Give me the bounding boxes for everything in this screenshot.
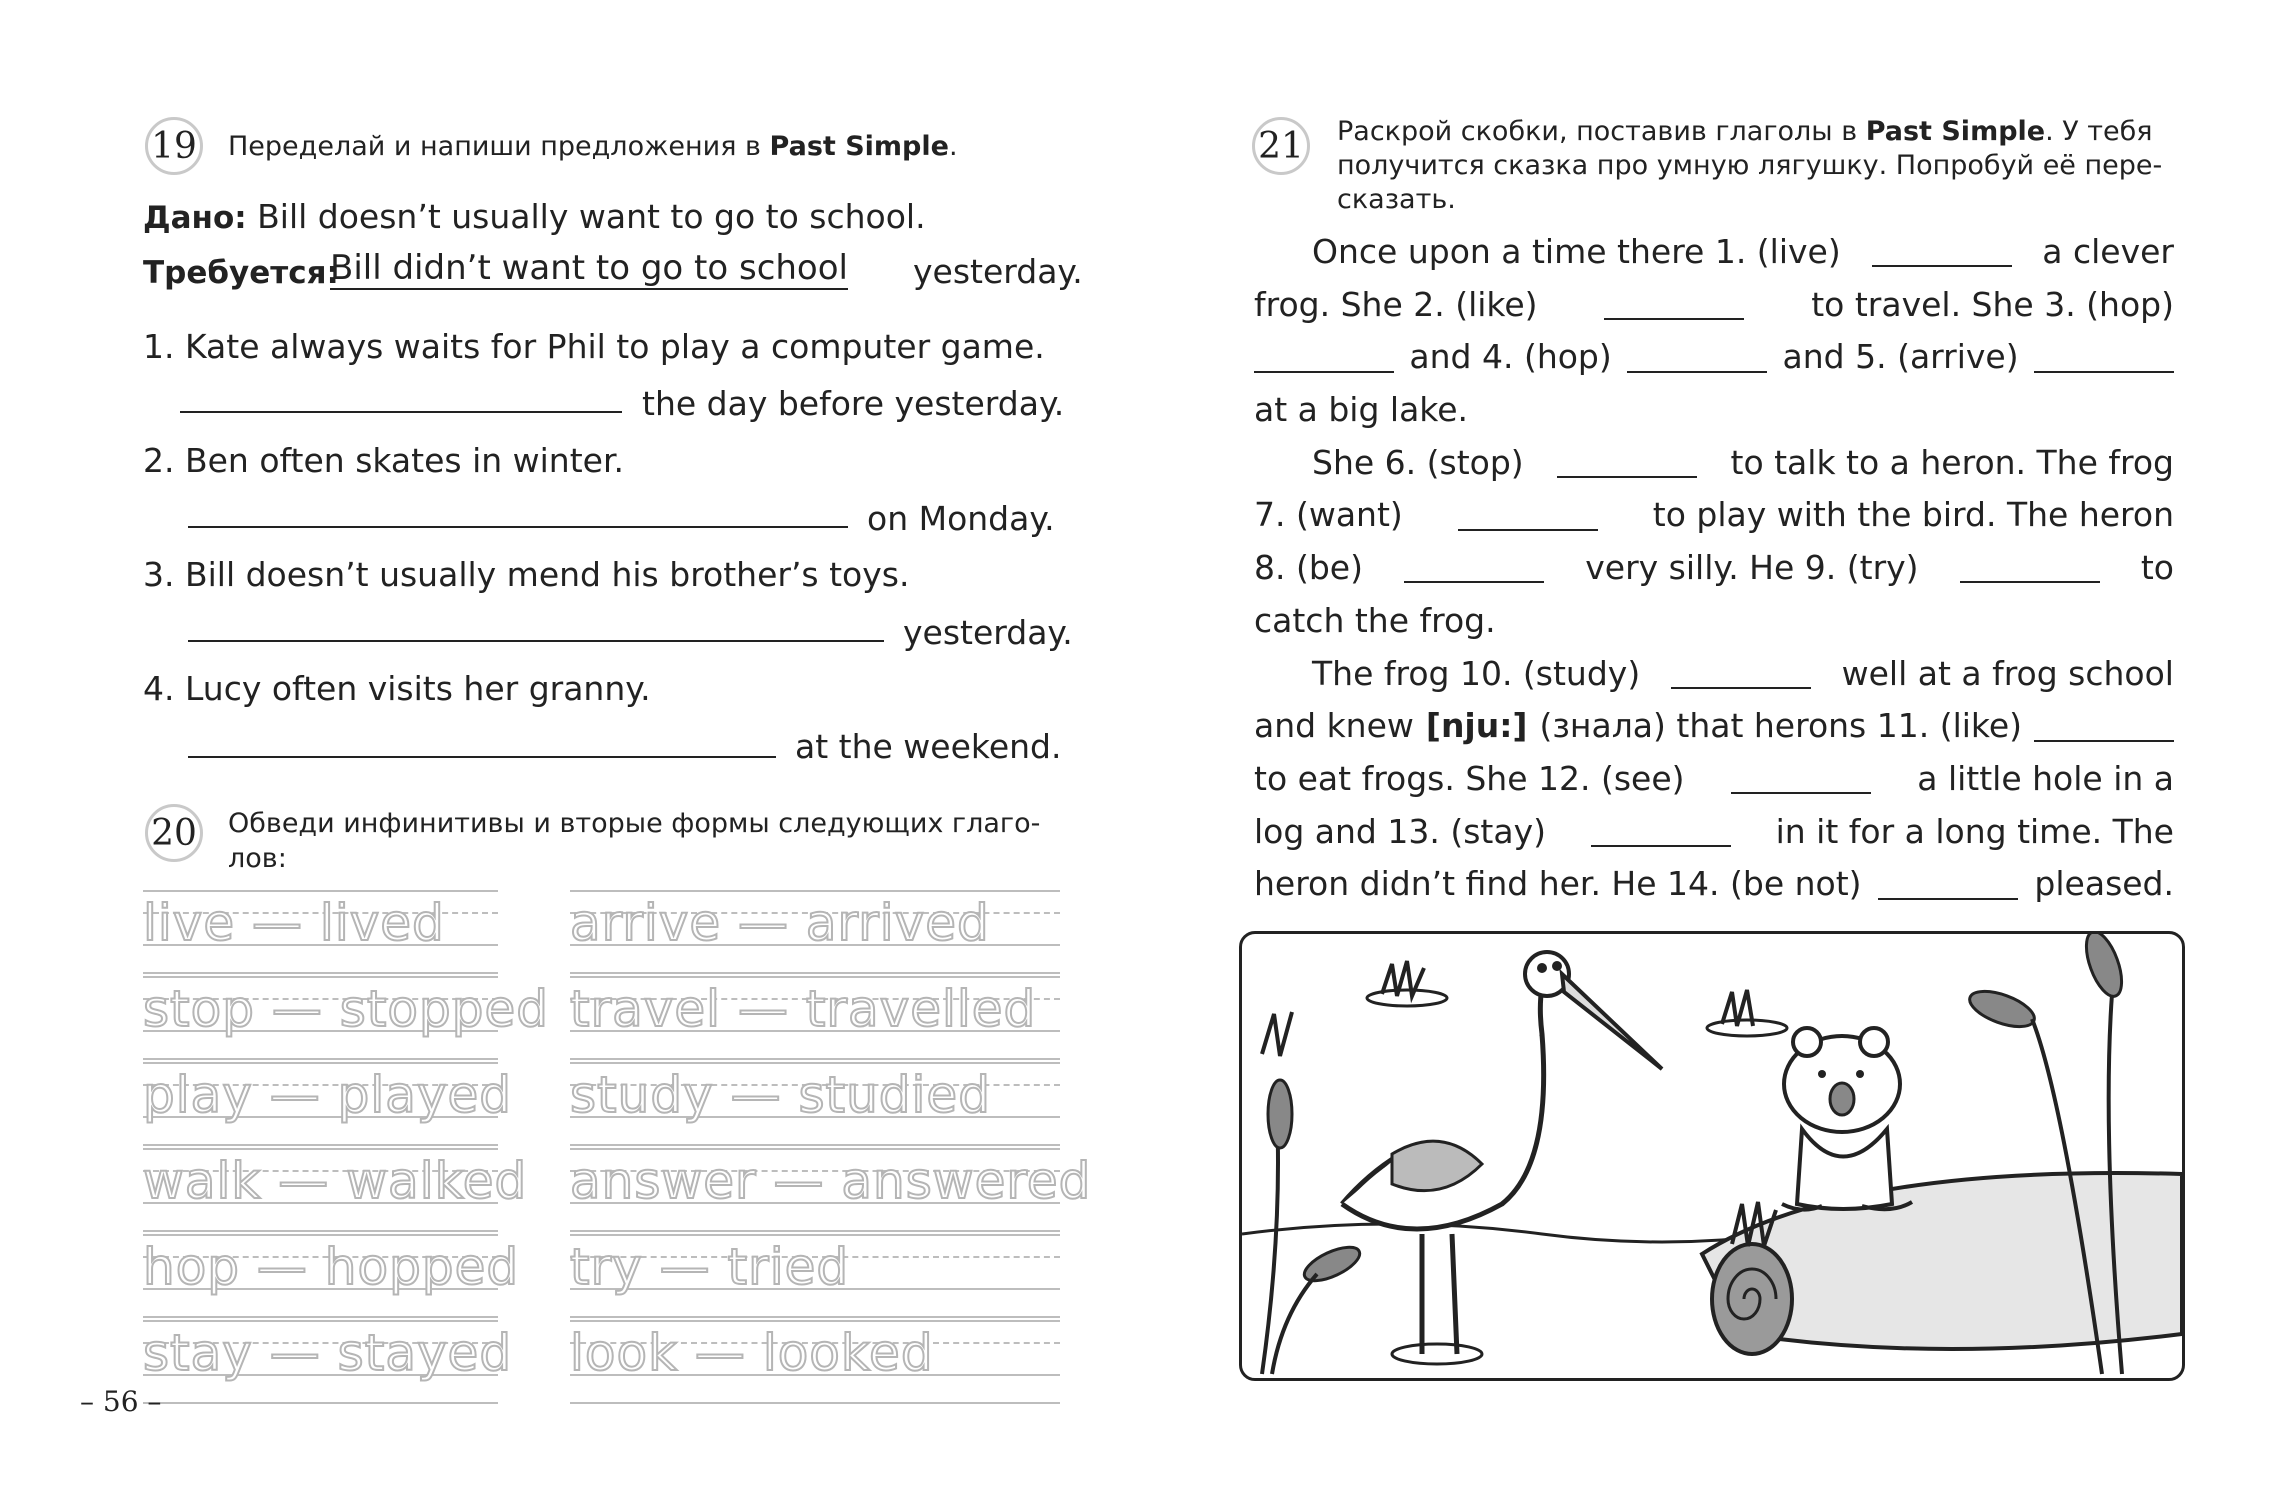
trace-word: study — studied [570,1066,991,1124]
story-line: log and 13. (stay) in it for a long time. The [1254,811,2174,851]
story-line: heron didn’t find her. He 14. (be not) pleased. [1254,864,2174,904]
instruction-line-2: лов: [228,843,287,874]
story-line: She 6. (stop) to talk to a heron. The frog [1312,442,2174,482]
exercise-21-number: 21 [1252,117,1310,175]
blank-10[interactable] [1671,659,1811,689]
trace-row-right-2[interactable] [570,976,1060,1060]
page-number: – 56 – [80,1385,162,1418]
trace-word: live — lived [143,894,445,952]
item-2-answer-line[interactable] [188,526,848,528]
item-1-suffix: the day before yesterday. [642,384,1065,423]
trace-row-right-1[interactable] [570,890,1060,974]
heron-frog-illustration [1239,931,2185,1381]
trace-row-left-2[interactable] [143,976,549,1060]
story-line: and knew [nju:] (знала) that herons 11. (like) [1254,700,2174,753]
instruction-suffix: . [948,131,958,162]
instruction-suffix: . У тебя [2045,116,2153,147]
blank-4[interactable] [1627,343,1767,373]
blank-7[interactable] [1458,501,1598,531]
required-suffix: yesterday. [913,252,1083,291]
item-3-text: 3. Bill doesn’t usually mend his brother’s toys. [143,555,910,594]
story-line: to eat frogs. She 12. (see) a little hole in a [1254,758,2174,798]
trace-word: play — played [143,1066,513,1124]
item-4-suffix: at the weekend. [795,727,1062,766]
blank-1[interactable] [1872,237,2012,267]
trace-row-left-1[interactable] [143,890,498,974]
trace-row-right-3[interactable] [570,1062,1060,1146]
story-line: and 4. (hop) and 5. (arrive) [1254,331,2174,384]
blank-14[interactable] [1878,870,2018,900]
trace-row-left-5[interactable] [143,1234,520,1318]
exercise-20-number: 20 [145,804,203,862]
trace-word: walk — walked [143,1152,528,1210]
trace-word: arrive — arrived [570,894,990,952]
story-line: catch the frog. [1254,600,1496,640]
item-4-answer-line[interactable] [188,756,776,758]
story-text [1254,226,2174,911]
given-text: Bill doesn’t usually want to go to school. [257,197,926,236]
exercise-19-instruction [228,129,958,164]
trace-word: hop — hopped [143,1238,520,1296]
item-2-text: 2. Ben often skates in winter. [143,441,624,480]
item-3-suffix: yesterday. [903,613,1073,652]
trace-row-left-4[interactable] [143,1148,528,1232]
exercise-20-instruction [228,806,1040,876]
blank-9[interactable] [1960,553,2100,583]
item-2-suffix: on Monday. [867,499,1055,538]
story-line: at a big lake. [1254,390,1469,430]
required-label: Требуется: [143,255,339,291]
exercise-19-number: 19 [145,117,203,175]
instruction-line-3: сказать. [1337,184,1456,215]
blank-2[interactable] [1604,290,1744,320]
trace-word: try — tried [570,1238,850,1296]
trace-row-right-5[interactable] [570,1234,1060,1318]
instruction-bold: Past Simple [1865,116,2046,147]
trace-row-right-4[interactable] [570,1148,1092,1232]
given-label: Дано: [143,200,247,236]
item-1-answer-line[interactable] [180,411,622,413]
blank-13[interactable] [1591,817,1731,847]
trace-word: stay — stayed [143,1324,513,1382]
item-1-text: 1. Kate always waits for Phil to play a computer game. [143,327,1045,366]
item-4-text: 4. Lucy often visits her granny. [143,669,651,708]
trace-row-right-6[interactable] [570,1320,1060,1404]
required-answer: Bill didn’t want to go to school [330,248,848,288]
blank-8[interactable] [1404,553,1544,583]
instruction-bold: Past Simple [769,131,949,162]
blank-12[interactable] [1731,764,1871,794]
trace-word: answer — answered [570,1152,1092,1210]
heron-frog-drawing [1242,934,2182,1378]
instruction-line-2: получится сказка про умную лягушку. Попробуй её пере- [1337,150,2163,181]
instruction-text: Переделай и напиши предложения в [228,131,770,162]
blank-11[interactable] [2034,712,2174,742]
story-line: 8. (be) very silly. He 9. (try) to [1254,548,2174,588]
trace-word: travel — travelled [570,980,1037,1038]
story-line: The frog 10. (study) well at a frog school [1312,653,2174,693]
trace-word: look — looked [570,1324,934,1382]
instruction-text: Раскрой скобки, поставив глаголы в [1337,116,1866,147]
blank-6[interactable] [1557,448,1697,478]
instruction-line-1: Обведи инфинитивы и вторые формы следующих глаго- [228,808,1041,839]
trace-word: stop — stopped [143,980,549,1038]
story-line: frog. She 2. (like) to travel. She 3. (hop) [1254,284,2174,324]
blank-3[interactable] [1254,343,1394,373]
story-line: 7. (want) to play with the bird. The heron [1254,495,2174,535]
exercise-21-instruction [1337,115,2175,217]
transcription: [nju:] [1425,706,1528,746]
trace-row-left-3[interactable] [143,1062,513,1146]
trace-row-left-6[interactable] [143,1320,513,1404]
blank-5[interactable] [2034,343,2174,373]
story-line: Once upon a time there 1. (live) a clever [1312,232,2174,271]
item-3-answer-line[interactable] [188,640,884,642]
given-line [143,197,926,238]
